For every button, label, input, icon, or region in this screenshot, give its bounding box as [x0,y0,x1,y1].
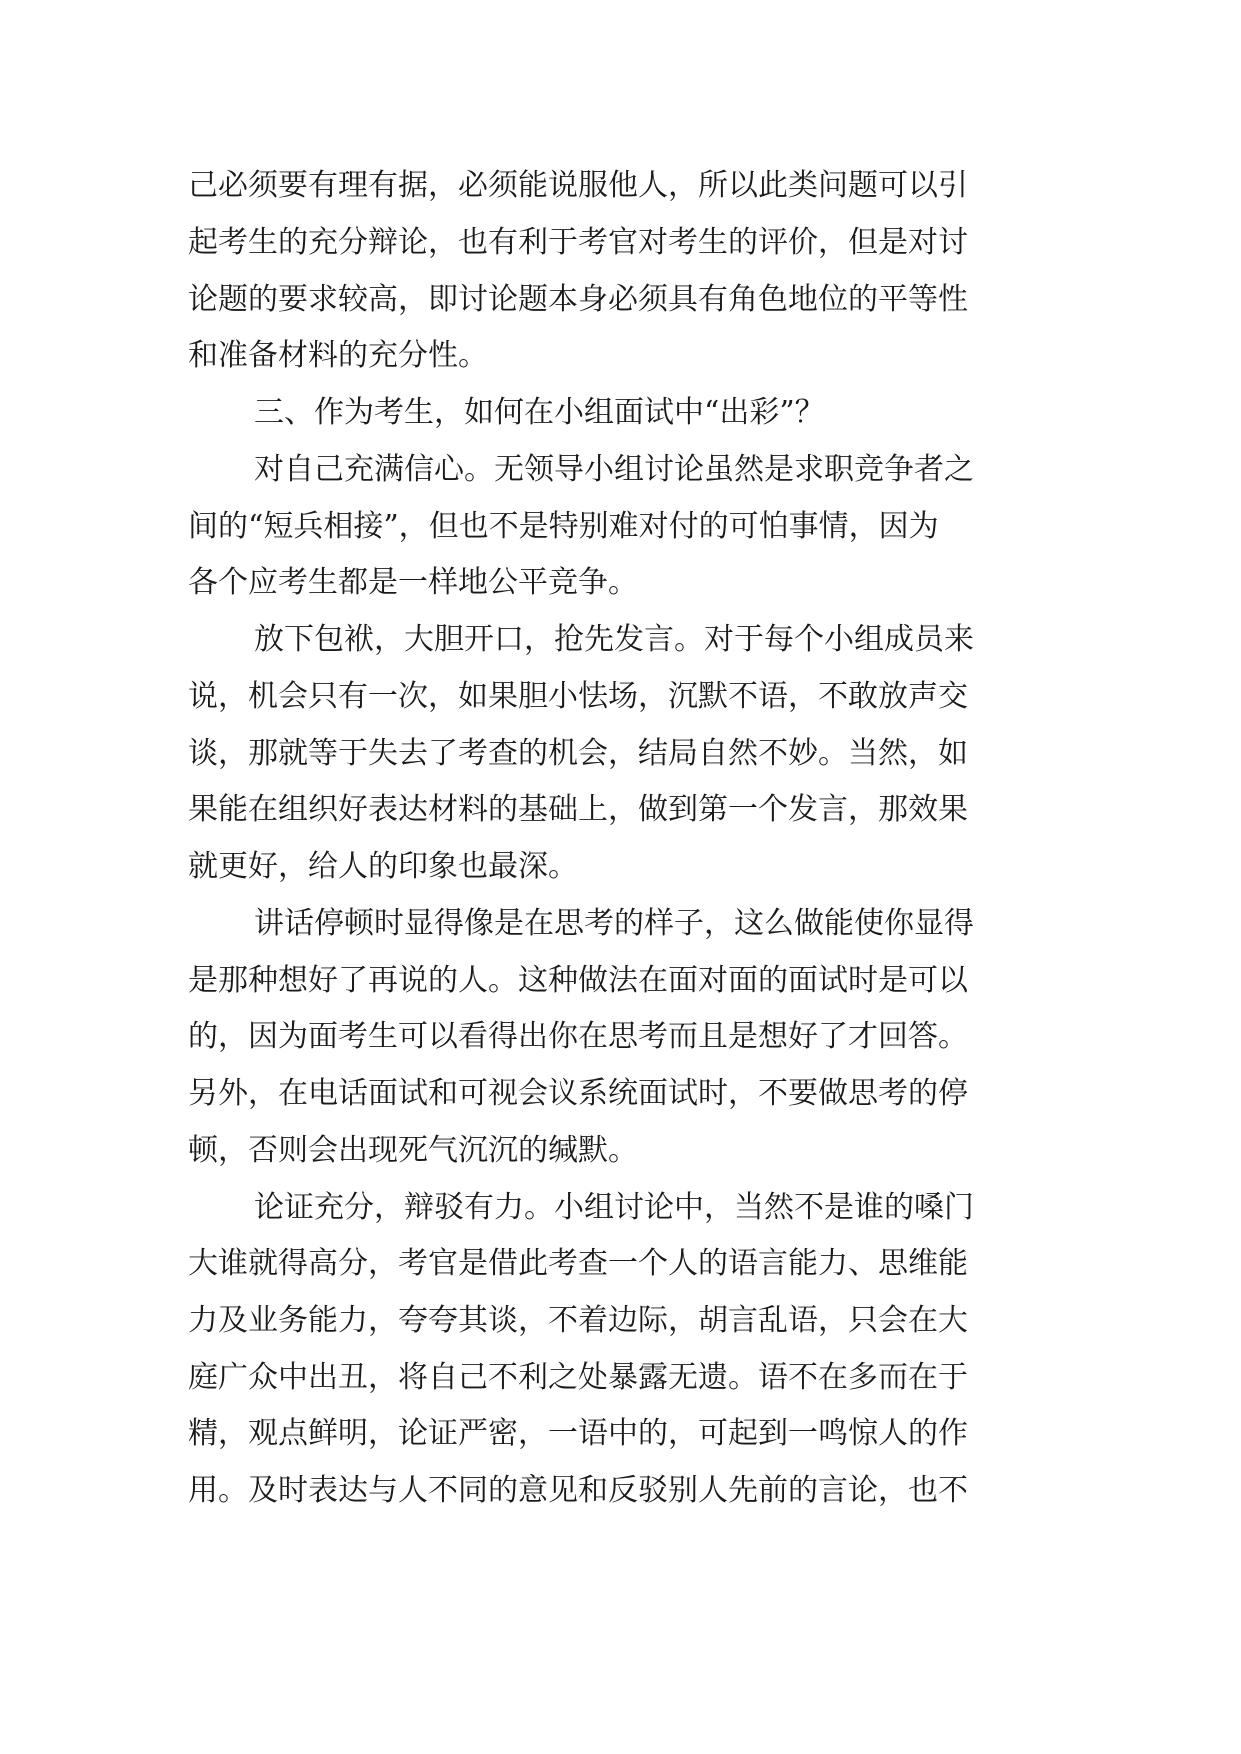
section-heading: 三、作为考生，如何在小组面试中“出彩”？ [254,395,825,430]
text-line: 讲话停顿时显得像是在思考的样子，这么做能使你显得 [254,906,974,941]
text-line: 说，机会只有一次，如果胆小怯场，沉默不语，不敢放声交 [188,679,968,714]
text-line: 起考生的充分辩论，也有利于考官对考生的评价，但是对讨 [188,225,968,260]
text-line: 各个应考生都是一样地公平竞争。 [188,565,638,600]
text-line: 的，因为面考生可以看得出你在思考而且是想好了才回答。 [188,1019,968,1054]
text-line: 果能在组织好表达材料的基础上，做到第一个发言，那效果 [188,792,968,827]
text-line: 大谁就得高分，考官是借此考查一个人的语言能力、思维能 [188,1246,968,1281]
text-line: 放下包袱，大胆开口，抢先发言。对于每个小组成员来 [254,622,974,657]
text-line: 另外，在电话面试和可视会议系统面试时，不要做思考的停 [188,1076,968,1111]
text-line: 和准备材料的充分性。 [188,338,488,373]
text-line: 对自己充满信心。无领导小组讨论虽然是求职竞争者之 [254,452,974,487]
text-line: 己必须要有理有据，必须能说服他人，所以此类问题可以引 [188,168,968,203]
text-line: 论证充分，辩驳有力。小组讨论中，当然不是谁的嗓门 [254,1190,974,1225]
text-line: 精，观点鲜明，论证严密，一语中的，可起到一鸣惊人的作 [188,1416,968,1451]
text-line: 顿，否则会出现死气沉沉的缄默。 [188,1133,638,1168]
text-line: 用。及时表达与人不同的意见和反驳别人先前的言论，也不 [188,1473,968,1508]
text-line: 间的“短兵相接”，但也不是特别难对付的可怕事情，因为 [188,509,939,544]
text-line: 力及业务能力，夸夸其谈，不着边际，胡言乱语，只会在大 [188,1303,968,1338]
text-line: 庭广众中出丑，将自己不利之处暴露无遗。语不在多而在于 [188,1360,968,1395]
text-line: 谈，那就等于失去了考查的机会，结局自然不妙。当然，如 [188,736,968,771]
text-line: 论题的要求较高，即讨论题本身必须具有角色地位的平等性 [188,282,968,317]
text-line: 是那种想好了再说的人。这种做法在面对面的面试时是可以 [188,963,968,998]
text-line: 就更好，给人的印象也最深。 [188,849,578,884]
